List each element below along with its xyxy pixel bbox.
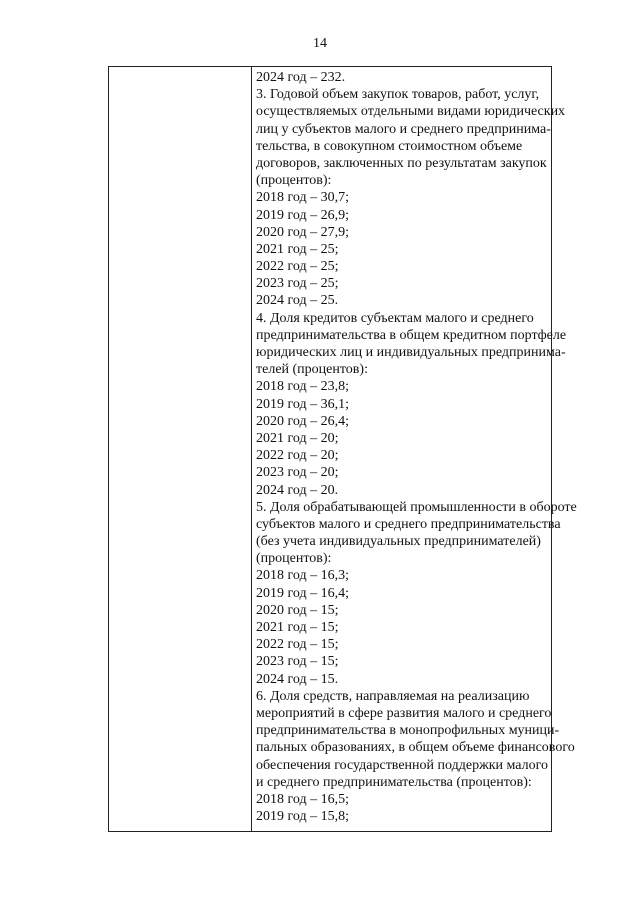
text-line: юридических лиц и индивидуальных предпринима- [256,345,566,360]
text-line: 2020 год – 27,9; [256,224,350,240]
text-line: (процентов): [256,173,332,189]
text-line: осуществляемых отдельными видами юридических [256,104,566,120]
text-line: мероприятий в сфере развития малого и среднего [256,705,552,721]
text-line: 5. Доля обрабатывающей промышленности в обороте [256,499,577,515]
text-line: 6. Доля средств, направляемая на реализацию [256,688,530,704]
text-line: субъектов малого и среднего предпринимательства [256,516,561,532]
text-line: обеспечения государственной поддержки малого [256,757,549,773]
text-line: и среднего предпринимательства (процентов): [256,774,532,790]
text-line: 3. Годовой объем закупок товаров, работ, услуг, [256,87,540,103]
text-line: 2020 год – 15; [256,602,339,618]
text-line: 2022 год – 15; [256,637,339,653]
text-line: 2023 год – 15; [256,654,339,670]
text-line: 2024 год – 15. [256,671,339,687]
text-line: (без учета индивидуальных предпринимателей) [256,534,541,550]
text-line: 2022 год – 25; [256,259,339,275]
text-line: 2024 год – 232. [256,70,346,85]
text-line: 2024 год – 20. [256,482,339,498]
text-line: лиц у субъектов малого и среднего предпринима- [256,121,551,137]
text-line: предпринимательства в общем кредитном портфеле [256,327,567,343]
text-line: 2023 год – 20; [256,465,339,481]
text-line: 2019 год – 16,4; [256,585,350,601]
text-line: 2019 год – 26,9; [256,207,350,223]
text-line: 2023 год – 25; [256,276,339,292]
table-left-column [109,67,252,831]
text-line: 2024 год – 25. [256,293,339,309]
text-line: телей (процентов): [256,362,368,378]
text-line: 4. Доля кредитов субъектам малого и среднего [256,310,534,326]
text-line: 2022 год – 20; [256,448,339,464]
text-line: 2018 год – 23,8; [256,379,350,395]
text-line: 2019 год – 36,1; [256,396,350,412]
text-line: (процентов): [256,551,332,567]
page-number: 14 [313,36,327,51]
text-line: договоров, заключенных по результатам закупок [256,155,547,171]
text-line: 2021 год – 25; [256,241,339,257]
text-line: предпринимательства в монопрофильных муници- [256,723,560,739]
text-line: 2021 год – 15; [256,620,339,635]
text-line: 2021 год – 20; [256,430,339,446]
text-line: 2019 год – 15,8; [256,809,350,825]
text-line: пальных образованиях, в общем объеме финансового [256,740,575,756]
table-right-column [256,69,577,825]
text-line: 2018 год – 16,5; [256,791,350,807]
text-line: 2018 год – 30,7; [256,190,350,206]
document-table [108,66,577,832]
text-line: 2018 год – 16,3; [256,568,350,584]
text-line: 2020 год – 26,4; [256,413,350,429]
text-line: тельства, в совокупном стоимостном объеме [256,138,523,154]
